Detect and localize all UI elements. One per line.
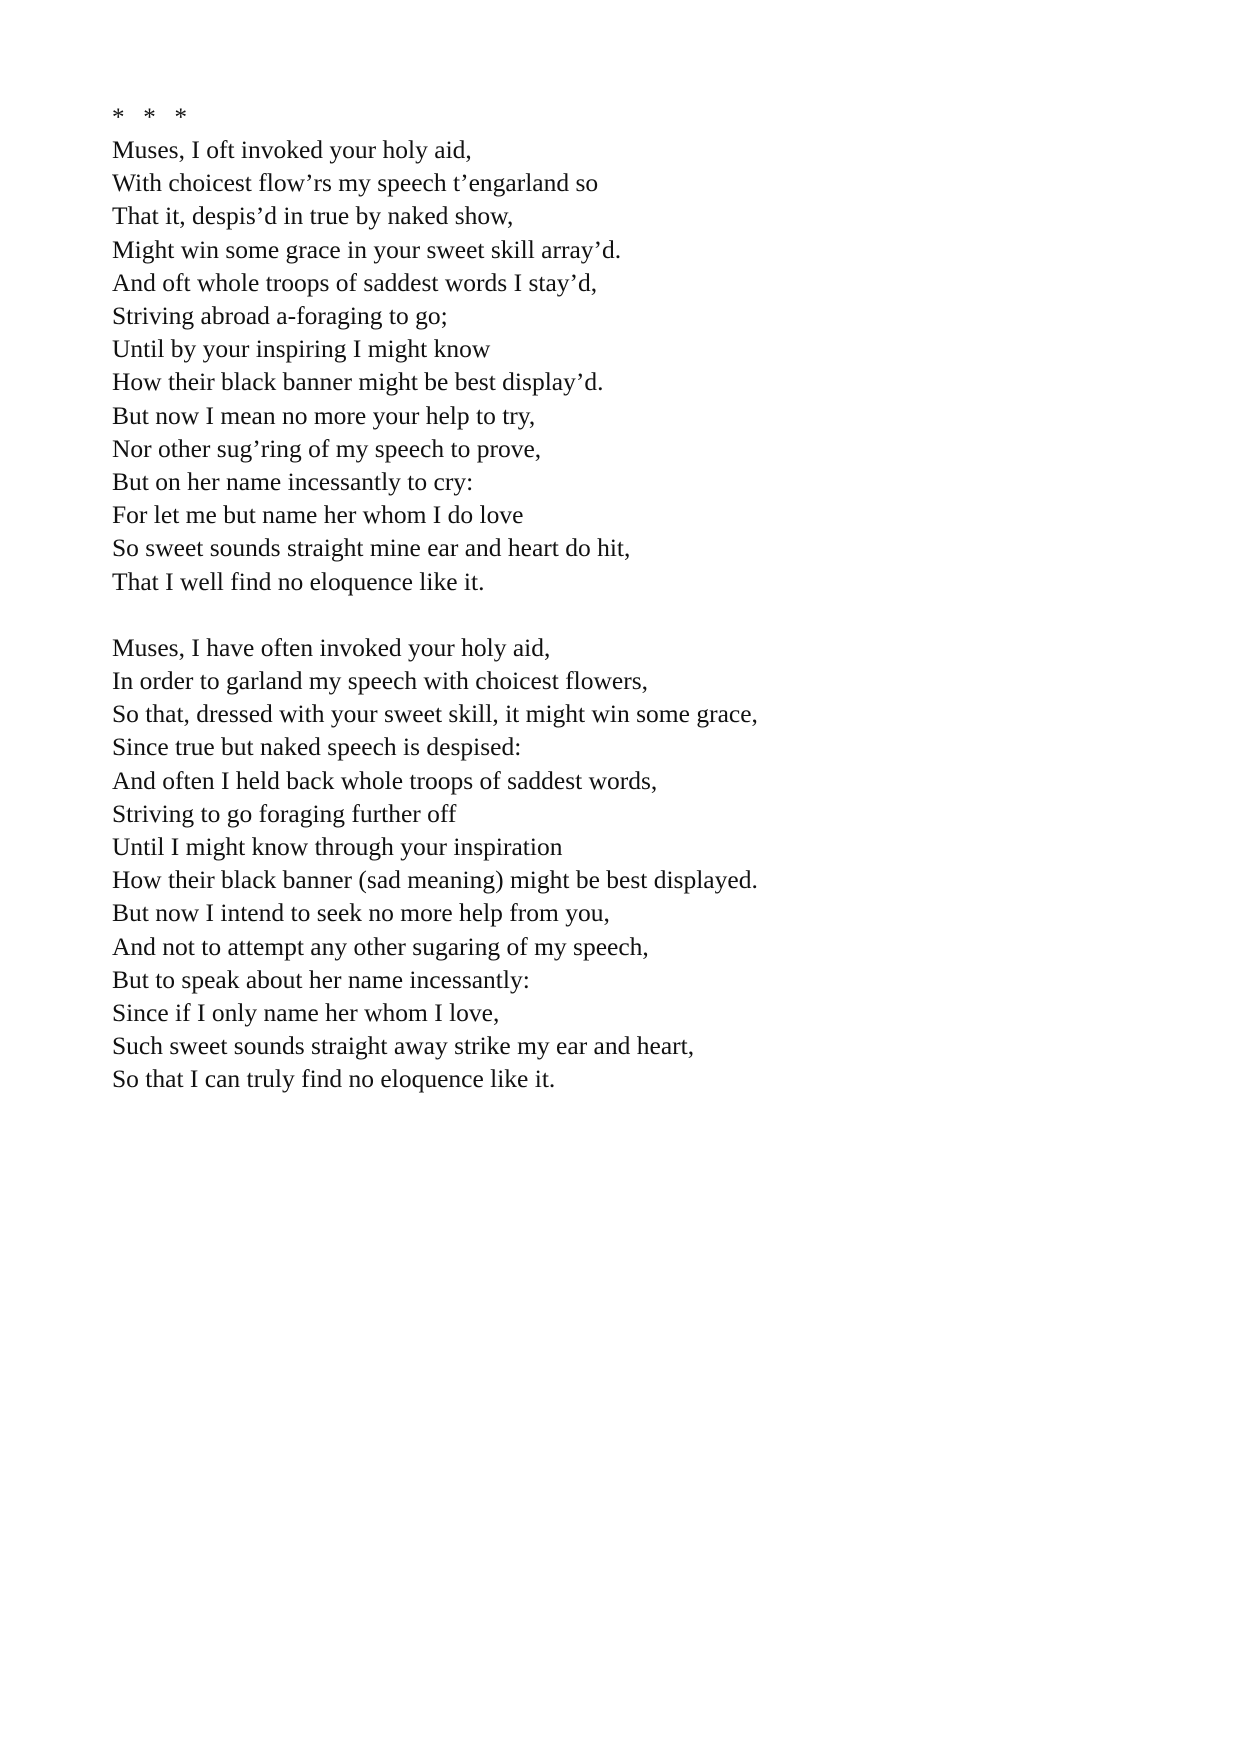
poem-line: So that, dressed with your sweet skill, it might win some grace, [112, 699, 758, 729]
poem-line: Since if I only name her whom I love, [112, 998, 500, 1028]
poem-line: How their black banner might be best display’d. [112, 367, 604, 397]
poem-line: Muses, I oft invoked your holy aid, [112, 135, 472, 164]
poem-line: And not to attempt any other sugaring of my speech, [112, 931, 649, 961]
poem-line: Until by your inspiring I might know [112, 334, 491, 364]
section-ornament: * * * [112, 104, 187, 131]
poem-line: So sweet sounds straight mine ear and heart do hit, [112, 533, 631, 563]
poem-line: But now I mean no more your help to try, [112, 400, 536, 430]
poem-line: Striving abroad a-foraging to go; [112, 301, 448, 331]
poem-line: For let me but name her whom I do love [112, 500, 524, 530]
original-poem [112, 133, 1192, 598]
poem-line: In order to garland my speech with choicest flowers, [112, 666, 649, 696]
poem-line: Since true but naked speech is despised: [112, 732, 522, 762]
poem-line: Muses, I have often invoked your holy aid, [112, 632, 551, 662]
modern-paraphrase [112, 631, 1192, 1096]
poem-line: And oft whole troops of saddest words I stay’d, [112, 267, 598, 297]
poem-line: But to speak about her name incessantly: [112, 964, 530, 994]
poem-line: How their black banner (sad meaning) might be best displayed. [112, 865, 758, 895]
poem-line: Striving to go foraging further off [112, 798, 457, 828]
poem-line: Might win some grace in your sweet skill array’d. [112, 234, 622, 264]
poem-line: That I well find no eloquence like it. [112, 566, 485, 596]
poem-line: That it, despis’d in true by naked show, [112, 201, 514, 231]
poem-line: Until I might know through your inspiration [112, 832, 563, 862]
poem-line: So that I can truly find no eloquence like it. [112, 1064, 556, 1094]
poem-line: Such sweet sounds straight away strike my ear and heart, [112, 1031, 695, 1061]
stanza-spacer [112, 598, 1192, 631]
poem-line: With choicest flow’rs my speech t’engarland so [112, 168, 599, 198]
poem-line: But now I intend to seek no more help from you, [112, 898, 610, 928]
poem-line: But on her name incessantly to cry: [112, 467, 474, 497]
poem-line: Nor other sug’ring of my speech to prove, [112, 433, 542, 463]
poem-line: And often I held back whole troops of saddest words, [112, 765, 658, 795]
document-page [112, 103, 1192, 1096]
